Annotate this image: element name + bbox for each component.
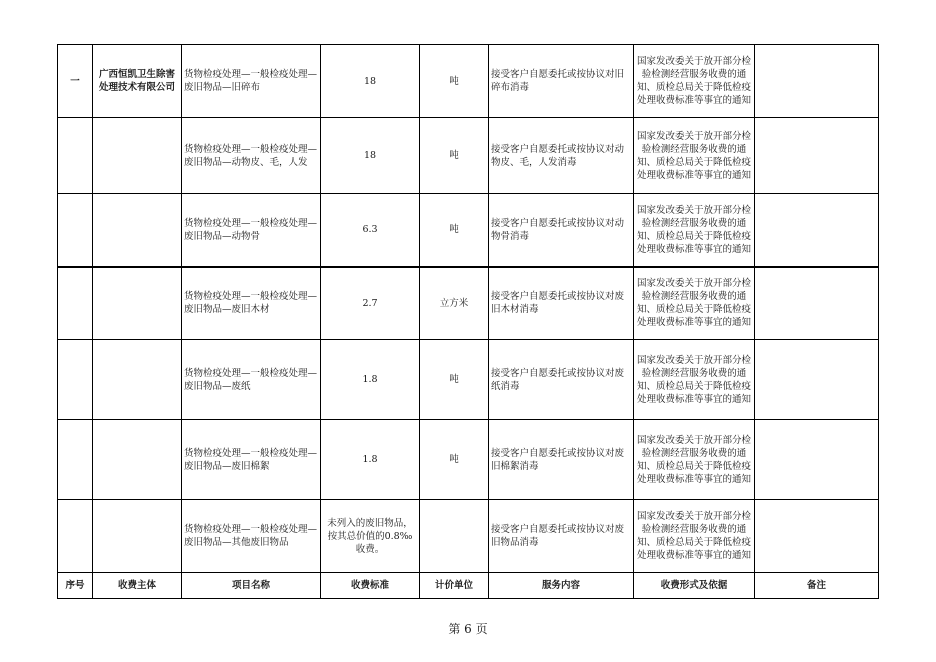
row-service: 接受客户自愿委托或按协议对动物皮、毛，人发消毒 <box>489 118 634 194</box>
row-seq <box>58 420 93 500</box>
row-service: 接受客户自愿委托或按协议对旧碎布消毒 <box>489 45 634 118</box>
row-unit: 吨 <box>420 420 489 500</box>
row-service: 接受客户自愿委托或按协议对废旧木材消毒 <box>489 267 634 340</box>
row-note <box>755 420 879 500</box>
row-fee: 18 <box>321 118 420 194</box>
row-basis: 国家发改委关于放开部分检验检测经营服务收费的通知、质检总局关于降低检疫处理收费标准等事宜的通知 <box>634 45 755 118</box>
row-org: 广西恒凯卫生除害处理技术有限公司 <box>93 45 182 118</box>
row-basis: 国家发改委关于放开部分检验检测经营服务收费的通知、质检总局关于降低检疫处理收费标准等事宜的通知 <box>634 340 755 420</box>
row-item: 货物检疫处理—一般检疫处理—废旧物品—废旧木材 <box>182 267 321 340</box>
row-unit: 立方米 <box>420 267 489 340</box>
row-service: 接受客户自愿委托或按协议对废旧物品消毒 <box>489 500 634 573</box>
table-row <box>58 45 879 118</box>
row-seq: 一 <box>58 45 93 118</box>
row-seq <box>58 267 93 340</box>
row-basis: 国家发改委关于放开部分检验检测经营服务收费的通知、质检总局关于降低检疫处理收费标准等事宜的通知 <box>634 420 755 500</box>
table-row <box>58 194 879 267</box>
row-fee: 2.7 <box>321 267 420 340</box>
row-item: 货物检疫处理—一般检疫处理—废旧物品—动物皮、毛，人发 <box>182 118 321 194</box>
header-org: 收费主体 <box>93 573 182 599</box>
header-seq: 序号 <box>58 573 93 599</box>
row-basis: 国家发改委关于放开部分检验检测经营服务收费的通知、质检总局关于降低检疫处理收费标准等事宜的通知 <box>634 267 755 340</box>
row-unit: 吨 <box>420 45 489 118</box>
row-note <box>755 340 879 420</box>
row-unit <box>420 500 489 573</box>
row-item: 货物检疫处理—一般检疫处理—废旧物品—其他废旧物品 <box>182 500 321 573</box>
row-item: 货物检疫处理—一般检疫处理—废旧物品—旧碎布 <box>182 45 321 118</box>
row-unit: 吨 <box>420 340 489 420</box>
row-note <box>755 118 879 194</box>
row-seq <box>58 194 93 267</box>
row-note <box>755 194 879 267</box>
table-row <box>58 267 879 340</box>
table-row <box>58 500 879 573</box>
row-unit: 吨 <box>420 194 489 267</box>
row-note <box>755 45 879 118</box>
row-service: 接受客户自愿委托或按协议对动物骨消毒 <box>489 194 634 267</box>
row-org <box>93 500 182 573</box>
header-service: 服务内容 <box>489 573 634 599</box>
row-fee: 1.8 <box>321 420 420 500</box>
table-row <box>58 420 879 500</box>
row-fee: 未列入的废旧物品，按其总价值的0.8‰收费。 <box>321 500 420 573</box>
table-row <box>58 118 879 194</box>
row-org <box>93 118 182 194</box>
header-unit: 计价单位 <box>420 573 489 599</box>
row-org <box>93 340 182 420</box>
row-basis: 国家发改委关于放开部分检验检测经营服务收费的通知、质检总局关于降低检疫处理收费标准等事宜的通知 <box>634 118 755 194</box>
row-service: 接受客户自愿委托或按协议对废旧棉絮消毒 <box>489 420 634 500</box>
fee-table <box>57 44 879 599</box>
row-org <box>93 194 182 267</box>
header-basis: 收费形式及依据 <box>634 573 755 599</box>
header-item: 项目名称 <box>182 573 321 599</box>
row-note <box>755 267 879 340</box>
header-row <box>58 573 879 599</box>
row-seq <box>58 500 93 573</box>
row-seq <box>58 340 93 420</box>
row-basis: 国家发改委关于放开部分检验检测经营服务收费的通知、质检总局关于降低检疫处理收费标准等事宜的通知 <box>634 500 755 573</box>
page-number: 第 6 页 <box>448 622 488 636</box>
row-item: 货物检疫处理—一般检疫处理—废旧物品—动物骨 <box>182 194 321 267</box>
row-seq <box>58 118 93 194</box>
row-org <box>93 267 182 340</box>
row-fee: 6.3 <box>321 194 420 267</box>
row-basis: 国家发改委关于放开部分检验检测经营服务收费的通知、质检总局关于降低检疫处理收费标准等事宜的通知 <box>634 194 755 267</box>
row-item: 货物检疫处理—一般检疫处理—废旧物品—废旧棉絮 <box>182 420 321 500</box>
row-service: 接受客户自愿委托或按协议对废纸消毒 <box>489 340 634 420</box>
row-unit: 吨 <box>420 118 489 194</box>
row-note <box>755 500 879 573</box>
row-org <box>93 420 182 500</box>
row-fee: 18 <box>321 45 420 118</box>
header-note: 备注 <box>755 573 879 599</box>
row-fee: 1.8 <box>321 340 420 420</box>
row-item: 货物检疫处理—一般检疫处理—废旧物品—废纸 <box>182 340 321 420</box>
table-row <box>58 340 879 420</box>
header-fee: 收费标准 <box>321 573 420 599</box>
